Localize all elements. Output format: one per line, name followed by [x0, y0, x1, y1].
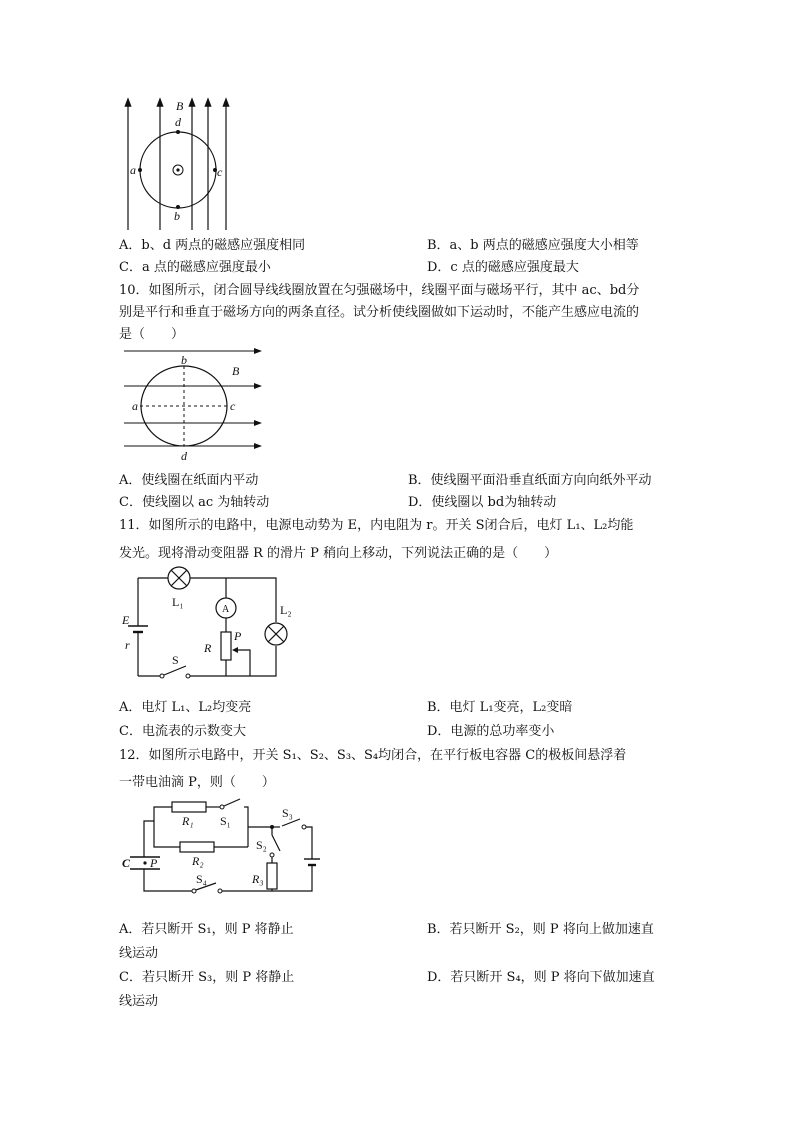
- q11-option-d: D．电源的总功率变小: [427, 724, 555, 739]
- q12-label-S4: S₄: [196, 872, 207, 886]
- q10-option-c: C．使线圈以 ac 为轴转动: [119, 495, 270, 510]
- q10-option-a: A．使线圈在纸面内平动: [119, 473, 259, 488]
- q12-option-a: A．若只断开 S₁，则 P 将静止: [119, 922, 294, 937]
- q10-label-b: b: [181, 353, 187, 367]
- q12-option-a-cont: 线运动: [119, 946, 159, 961]
- q9-label-c: c: [217, 165, 223, 179]
- q11-stem-line1: 11．如图所示的电路中，电源电动势为 E，内电阻为 r。开关 S闭合后，电灯 L₁、L₂均能: [119, 518, 634, 533]
- q10-option-d: D．使线圈以 bd为轴转动: [408, 495, 557, 510]
- q10-label-B: B: [232, 364, 240, 378]
- q9-label-a: a: [130, 163, 136, 177]
- q12-stem-line1: 12．如图所示电路中，开关 S₁、S₂、S₃、S₄均闭合，在平行板电容器 C的极板间悬浮着: [119, 748, 627, 763]
- q11-label-r: r: [125, 638, 130, 652]
- q12-option-d: D．若只断开 S₄，则 P 将向下做加速直: [427, 970, 655, 985]
- q10-label-c: c: [230, 399, 236, 413]
- q12-label-R2: R₂: [192, 854, 204, 868]
- q12-label-S1: S₁: [220, 814, 231, 828]
- q12-label-C: C: [122, 856, 131, 870]
- q11-figure: [120, 566, 305, 686]
- q11-label-L1: L₁: [172, 595, 184, 609]
- q12-figure: [120, 797, 325, 907]
- q12-option-b: B．若只断开 S₂，则 P 将向上做加速直: [427, 922, 654, 937]
- q9-option-d: D．c 点的磁感应强度最大: [427, 260, 579, 275]
- q11-stem-line2: 发光。现将滑动变阻器 R 的滑片 P 稍向上移动，下列说法正确的是（ ）: [119, 546, 558, 561]
- q12-label-R1: R₁: [182, 814, 194, 828]
- q11-label-S: S: [172, 653, 179, 667]
- q12-label-R3: R₃: [252, 872, 264, 886]
- q11-label-P: P: [234, 629, 242, 643]
- q12-label-P: P: [150, 856, 158, 870]
- q10-label-d: d: [181, 449, 187, 462]
- q10-option-b: B．使线圈平面沿垂直纸面方向向纸外平动: [408, 473, 652, 488]
- q12-label-S3: S₃: [282, 806, 293, 820]
- q9-option-b: B．a、b 两点的磁感应强度大小相等: [427, 238, 639, 253]
- q12-stem-line2: 一带电油滴 P，则（ ）: [119, 775, 275, 790]
- q11-option-b: B．电灯 L₁变亮，L₂变暗: [427, 700, 573, 715]
- q9-label-B: B: [176, 99, 184, 113]
- q11-option-c: C．电流表的示数变大: [119, 724, 246, 739]
- q9-option-c: C．a 点的磁感应强度最小: [119, 260, 271, 275]
- q9-option-a: A．b、d 两点的磁感应强度相同: [119, 238, 306, 253]
- q12-option-c: C．若只断开 S₃，则 P 将静止: [119, 970, 295, 985]
- q10-figure: [120, 344, 265, 462]
- q11-label-E: E: [122, 613, 130, 627]
- q10-stem-line2: 别是平行和垂直于磁场方向的两条直径。试分析使线圈做如下运动时，不能产生感应电流的: [119, 305, 640, 320]
- q10-label-a: a: [132, 399, 138, 413]
- q10-stem-line3: 是（ ）: [119, 327, 185, 342]
- q12-label-S2: S₂: [256, 838, 267, 852]
- q11-label-L2: L₂: [280, 603, 292, 617]
- q9-figure: [118, 96, 248, 234]
- q10-stem-line1: 10．如图所示，闭合圆导线线圈放置在匀强磁场中，线圈平面与磁场平行，其中 ac、bd分: [119, 283, 640, 298]
- q9-label-b: b: [174, 209, 180, 223]
- q11-option-a: A．电灯 L₁、L₂均变亮: [119, 700, 252, 715]
- q11-label-R: R: [204, 641, 212, 655]
- q11-label-A: A: [222, 604, 230, 615]
- q9-label-d: d: [175, 115, 181, 129]
- q12-option-d-cont: 线运动: [119, 994, 159, 1009]
